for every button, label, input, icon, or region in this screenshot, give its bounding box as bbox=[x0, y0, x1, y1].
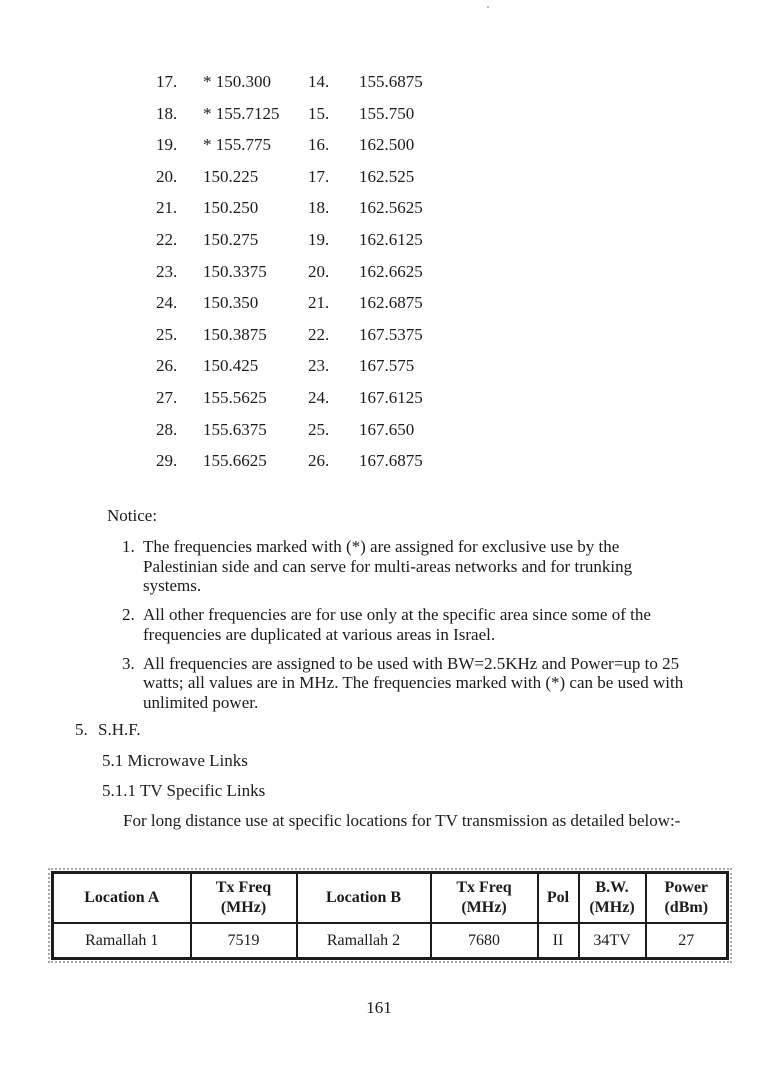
notice-item-number: 1. bbox=[122, 537, 135, 556]
right-index: 18. bbox=[308, 198, 330, 218]
right-frequency: 167.6875 bbox=[359, 451, 423, 471]
frequency-row bbox=[156, 419, 479, 451]
right-frequency: 162.525 bbox=[359, 166, 415, 186]
left-frequency: 155.6625 bbox=[203, 451, 267, 471]
right-index: 16. bbox=[308, 135, 330, 155]
cell-tx-freq-a: 7519 bbox=[191, 923, 297, 959]
notice-list bbox=[122, 537, 683, 722]
left-index: 26. bbox=[156, 356, 178, 376]
section-heading-tv-specific-links: 5.1.1 TV Specific Links bbox=[102, 781, 266, 800]
left-index: 23. bbox=[156, 261, 178, 281]
notice-item bbox=[122, 537, 683, 596]
table-header-row bbox=[53, 873, 728, 924]
notice-line: frequencies are duplicated at various areas in Israel. bbox=[143, 624, 496, 644]
frequency-list bbox=[156, 71, 479, 482]
left-frequency: * 155.775 bbox=[203, 135, 271, 155]
notice-line: unlimited power. bbox=[143, 692, 259, 712]
header-bw: B.W. (MHz) bbox=[579, 873, 646, 924]
left-index: 18. bbox=[156, 103, 178, 123]
notice-line: All other frequencies are for use only at the specific area since some of the bbox=[143, 605, 651, 625]
tv-links-table-container bbox=[51, 871, 729, 960]
left-index: 21. bbox=[156, 198, 178, 218]
right-frequency: 162.500 bbox=[359, 135, 415, 155]
right-index: 26. bbox=[308, 451, 330, 471]
right-frequency: 155.6875 bbox=[359, 72, 423, 91]
cell-pol: II bbox=[538, 923, 579, 959]
table-row bbox=[53, 923, 728, 959]
section-heading-microwave-links: 5.1 Microwave Links bbox=[102, 751, 248, 770]
section-number: 5. bbox=[75, 720, 88, 739]
cell-tx-freq-b: 7680 bbox=[431, 923, 538, 959]
left-index: 24. bbox=[156, 293, 178, 313]
left-frequency: * 150.300 bbox=[203, 72, 271, 91]
right-index: 25. bbox=[308, 419, 330, 439]
right-index: 19. bbox=[308, 229, 330, 249]
left-index: 22. bbox=[156, 229, 178, 249]
header-tx-freq-a: Tx Freq (MHz) bbox=[191, 873, 297, 924]
frequency-row bbox=[156, 166, 479, 198]
right-index: 14. bbox=[308, 72, 330, 91]
left-frequency: 150.3375 bbox=[203, 261, 267, 281]
right-index: 22. bbox=[308, 324, 330, 344]
left-frequency: 155.6375 bbox=[203, 419, 267, 439]
header-location-b: Location B bbox=[297, 873, 431, 924]
left-index: 19. bbox=[156, 135, 178, 155]
left-frequency: * 155.7125 bbox=[203, 103, 280, 123]
left-index: 29. bbox=[156, 451, 178, 471]
notice-line: The frequencies marked with (*) are assigned for exclusive use by the bbox=[143, 537, 620, 556]
left-frequency: 150.3875 bbox=[203, 324, 267, 344]
frequency-row bbox=[156, 134, 479, 166]
section-title: S.H.F. bbox=[98, 720, 141, 739]
tv-links-intro-text: For long distance use at specific locations for TV transmission as detailed below:- bbox=[123, 811, 681, 830]
right-frequency: 155.750 bbox=[359, 103, 415, 123]
right-index: 24. bbox=[308, 387, 330, 407]
left-frequency: 150.225 bbox=[203, 166, 259, 186]
notice-item bbox=[122, 654, 683, 713]
left-index: 17. bbox=[156, 72, 178, 91]
left-index: 25. bbox=[156, 324, 178, 344]
frequency-row bbox=[156, 355, 479, 387]
cell-location-b: Ramallah 2 bbox=[297, 923, 431, 959]
frequency-row bbox=[156, 324, 479, 356]
right-index: 21. bbox=[308, 293, 330, 313]
right-frequency: 167.5375 bbox=[359, 324, 423, 344]
cell-power: 27 bbox=[646, 923, 728, 959]
right-index: 17. bbox=[308, 166, 330, 186]
notice-item-text bbox=[143, 654, 683, 713]
right-index: 15. bbox=[308, 103, 330, 123]
frequency-row bbox=[156, 71, 479, 103]
frequency-row bbox=[156, 229, 479, 261]
notice-line: watts; all values are in MHz. The frequencies marked with (*) can be used with bbox=[143, 673, 684, 693]
frequency-row bbox=[156, 261, 479, 293]
left-index: 20. bbox=[156, 166, 178, 186]
frequency-row bbox=[156, 103, 479, 135]
notice-item-number: 3. bbox=[122, 653, 135, 673]
header-tx-freq-b: Tx Freq (MHz) bbox=[431, 873, 538, 924]
header-power: Power (dBm) bbox=[646, 873, 728, 924]
right-index: 23. bbox=[308, 356, 330, 376]
right-frequency: 167.575 bbox=[359, 356, 415, 376]
tv-links-table bbox=[51, 871, 729, 960]
right-index: 20. bbox=[308, 261, 330, 281]
notice-item-number: 2. bbox=[122, 605, 135, 625]
right-frequency: 167.650 bbox=[359, 419, 415, 439]
cell-bw: 34TV bbox=[579, 923, 646, 959]
left-index: 28. bbox=[156, 419, 178, 439]
left-frequency: 155.5625 bbox=[203, 387, 267, 407]
right-frequency: 162.5625 bbox=[359, 198, 423, 218]
notice-item bbox=[122, 605, 683, 644]
left-frequency: 150.350 bbox=[203, 293, 259, 313]
frequency-row bbox=[156, 387, 479, 419]
left-index: 27. bbox=[156, 387, 178, 407]
notice-line: systems. bbox=[143, 576, 202, 596]
notice-line: Palestinian side and can serve for multi-areas networks and for trunking bbox=[143, 556, 633, 576]
header-location-a: Location A bbox=[53, 873, 191, 924]
right-frequency: 162.6625 bbox=[359, 261, 423, 281]
cell-location-a: Ramallah 1 bbox=[53, 923, 191, 959]
left-frequency: 150.250 bbox=[203, 198, 259, 218]
notice-item-text bbox=[143, 605, 651, 644]
right-frequency: 162.6125 bbox=[359, 229, 423, 249]
section-heading-shf bbox=[75, 720, 141, 740]
right-frequency: 162.6875 bbox=[359, 293, 423, 313]
frequency-row bbox=[156, 292, 479, 324]
left-frequency: 150.275 bbox=[203, 229, 259, 249]
page-number: 161 bbox=[366, 998, 392, 1017]
frequency-row bbox=[156, 450, 479, 482]
frequency-row bbox=[156, 197, 479, 229]
notice-heading: Notice: bbox=[107, 506, 158, 525]
header-pol: Pol bbox=[538, 873, 579, 924]
right-frequency: 167.6125 bbox=[359, 387, 423, 407]
scan-speck bbox=[487, 6, 489, 8]
notice-line: All frequencies are assigned to be used with BW=2.5KHz and Power=up to 25 bbox=[143, 653, 680, 673]
notice-item-text bbox=[143, 537, 632, 596]
left-frequency: 150.425 bbox=[203, 356, 259, 376]
